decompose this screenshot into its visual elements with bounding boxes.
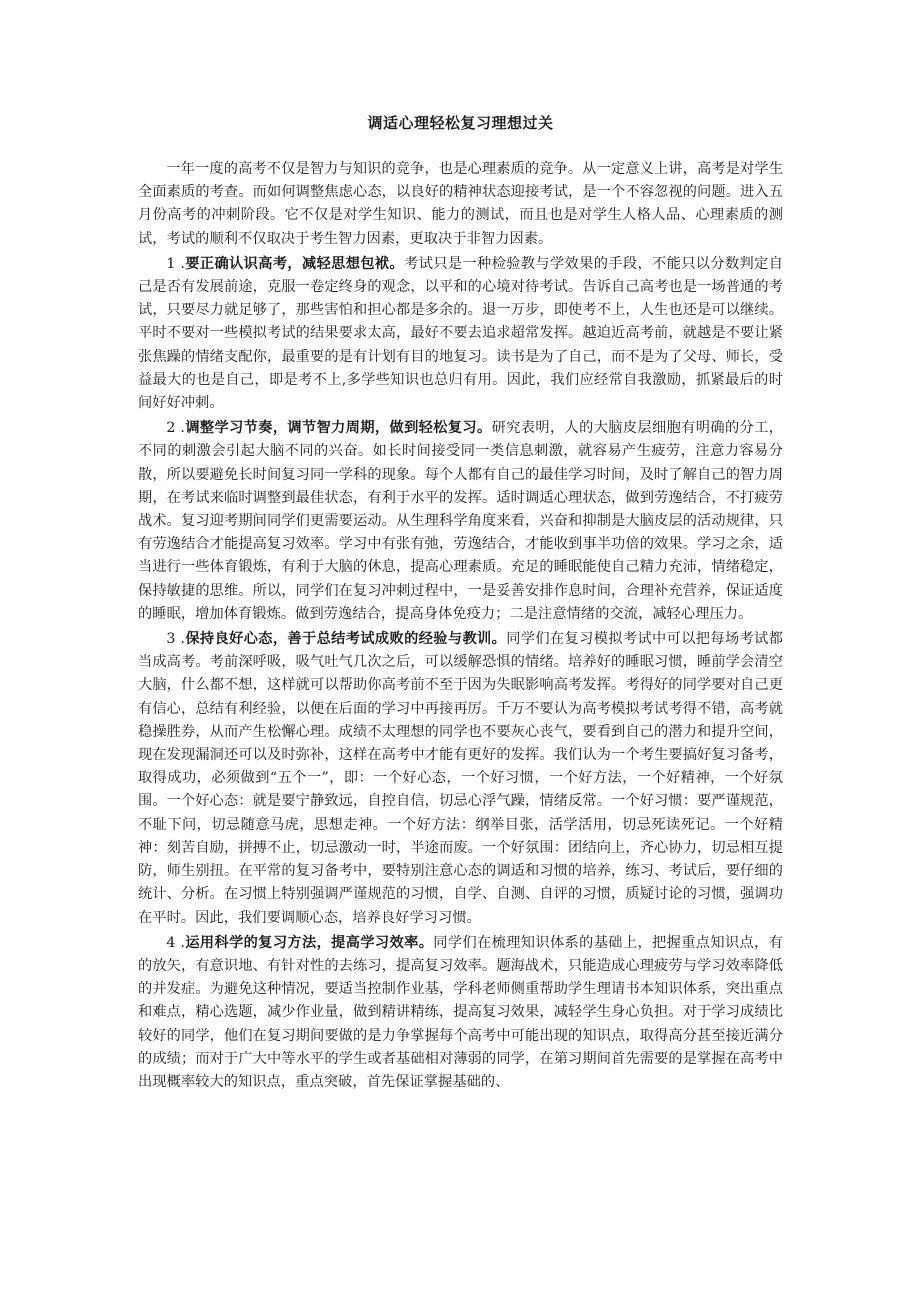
section-1-heading: 要正确认识高考，减轻思想包袱。 <box>185 255 405 272</box>
section-3-paragraph <box>138 628 783 930</box>
section-1-number: 1 . <box>166 255 186 272</box>
section-2-body: 研究表明，人的大脑皮层细胞有明确的分工，不同的刺激会引起大脑不同的兴奋。如长时间接受同一类信息刺激，就容易产生疲劳，注意力容易分散，所以要避免长时间复习同一学科的现象。每个人都有自己的最佳学习时间，及时了解自己的智力周期，在考试来临时调整到最佳状态，有利于水平的发挥。适时调适心理状态，做到劳逸结合，不打疲劳战术。复习迎考期间同学们更需要运动。从生理科学角度来看，兴奋和抑制是大脑皮层的活动规律，只有劳逸结合才能提高复习效率。学习中有张有弛，劳逸结合，才能收到事半功倍的效果。学习之余，适当进行一些体育锻炼，有利于大脑的休息，提高心理素质。充足的睡眠能使自己精力充沛，情绪稳定，保持敏捷的思维。所以，同学们在复习冲刺过程中，一是妥善安排作息时间，合理补充营养，保证适度的睡眠，增加体育锻炼。做到劳逸结合，提高身体免疫力；二是注意情绪的交流，减轻心理压力。 <box>138 420 783 622</box>
section-2-heading: 调整学习节奏，调节智力周期，做到轻松复习。 <box>185 420 492 437</box>
section-4-heading: 运用科学的复习方法，提高学习效率。 <box>185 934 434 951</box>
section-1-paragraph <box>138 253 783 415</box>
section-4-paragraph <box>138 932 783 1094</box>
section-3-number: 3 . <box>166 631 186 648</box>
section-3-body: 同学们在复习模拟考试中可以把每场考试都当成高考。考前深呼吸，吸气吐气几次之后，可以缓解恐惧的情绪。培养好的睡眠习惯，睡前学会清空大脑，什么都不想，这样就可以帮助你高考前不至于因为失眠影响高考发挥。考得好的同学要对自己更有信心，总结有利经验，以便在后面的学习中再接再厉。千万不要认为高考模拟考试考得不错，高考就稳操胜券，从而产生松懈心理。成绩不太理想的同学也不要灰心丧气，要看到自己的潜力和提升空间，现在发现漏洞还可以及时弥补，这样在高考中才能有更好的发挥。我们认为一个考生要搞好复习备考，取得成功，必须做到“五个一”，即：一个好心态，一个好习惯，一个好方法，一个好精神，一个好氛围。一个好心态：就是要宁静致远，自控自信，切忌心浮气躁，情绪反常。一个好习惯：要严谨规范，不耻下问，切忌随意马虎，思想走神。一个好方法：纲举目张，活学活用，切忌死读死记。一个好精神：刻苦自励，拼搏不止，切忌激动一时，半途而废。一个好氛围：团结向上，齐心协力，切忌相互提防，师生别扭。在平常的复习备考中，要特别注意心态的调适和习惯的培养，练习、考试后，要仔细的统计、分析。在习惯上特别强调严谨规范的习惯，自学、自测、自评的习惯，质疑讨论的习惯，强调功在平时。因此，我们要调顺心态，培养良好学习习惯。 <box>138 631 784 926</box>
section-4-number: 4 . <box>166 934 186 951</box>
intro-paragraph: 一年一度的高考不仅是智力与知识的竞争，也是心理素质的竞争。从一定意义上讲，高考是对学生全面素质的考查。而如何调整焦虑心态，以良好的精神状态迎接考试，是一个不容忽视的问题。进入五月份高考的冲刺阶段。它不仅是对学生知识、能力的测试，而且也是对学生人格人品、心理素质的测试，考试的顺利不仅取决于考生智力因素，更取决于非智力因素。 <box>138 161 783 247</box>
document-title: 调适心理轻松复习理想过关 <box>367 114 554 132</box>
section-4-body: 同学们在梳理知识体系的基础上，把握重点知识点，有的放矢，有意识地、有针对性的去练习，提高复习效率。题海战术，只能造成心理疲劳与学习效率降低的并发症。为避免这种情况，要适当控制作业基，学科老师侧重帮助学生理请书本知识体系，突出重点和难点，精心选题，减少作业量，做到精讲精练，提高复习效果，减轻学生身心负担。对于学习成绩比较好的同学，他们在复习期间要做的是力争掌握每个高考中可能出现的知识点，取得高分甚至接近满分的成绩；而对于广大中等水平的学生或者基础相对薄弱的同学，在第习期间首先需要的是掌握在高考中出现概率较大的知识点，重点突破，首先保证掌握基础的、 <box>138 934 784 1090</box>
document-page <box>138 112 783 1096</box>
section-1-body: 考试只是一种检验教与学效果的手段，不能只以分数判定自己是否有发展前途，克服一卷定终身的观念，以平和的心境对待考试。告诉自己高考也是一场普通的考试，只要尽力就足够了，那些害怕和担心都是多余的。退一万步，即使考不上，人生也还是可以继续。平时不要对一些模拟考试的结果要求太高，最好不要去追求超常发挥。越迫近高考前，就越是不要让紧张焦躁的情绪支配你，最重要的是有计划有目的地复习。读书是为了自己，而不是为了父母、师长，受益最大的也是自己，即是考不上,多学些知识也总归有用。因此，我们应经常自我激励，抓紧最后的时间好好冲刺。 <box>138 255 783 412</box>
section-2-number: 2 . <box>166 420 186 437</box>
section-2-paragraph <box>138 417 783 626</box>
section-3-heading: 保持良好心态，善于总结考试成败的经验与教训。 <box>185 631 507 648</box>
